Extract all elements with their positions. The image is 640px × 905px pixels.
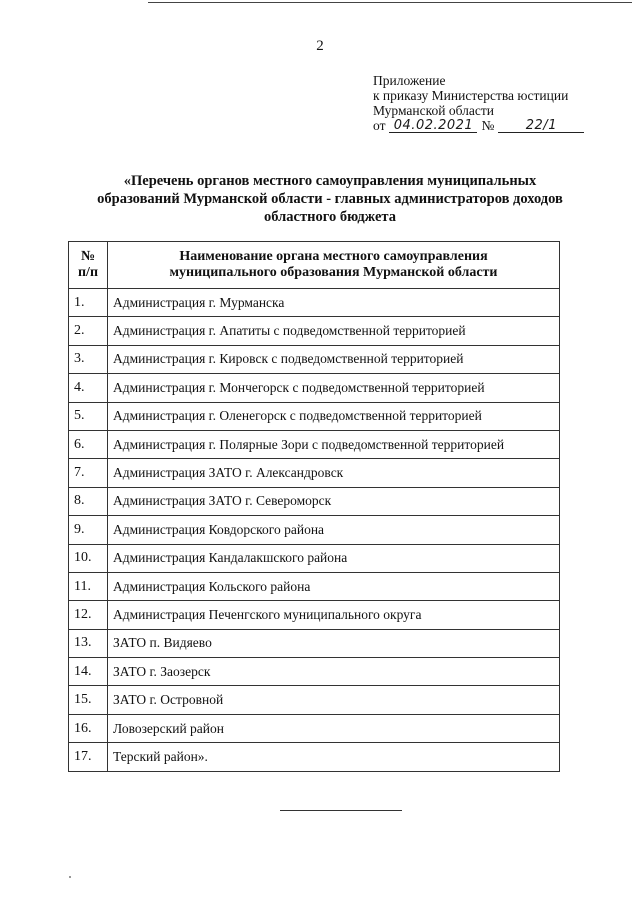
row-number: 10. — [69, 544, 108, 572]
row-name: Администрация ЗАТО г. Александровск — [108, 459, 560, 487]
handwritten-number: 22/1 — [498, 119, 584, 133]
row-name: Администрация Ковдорского района — [108, 516, 560, 544]
top-rule — [148, 2, 632, 3]
table-row — [69, 714, 560, 742]
row-number: 3. — [69, 345, 108, 373]
row-name: Администрация г. Мончегорск с подведомственной территорией — [108, 374, 560, 402]
municipal-bodies-table — [68, 241, 560, 772]
row-name: Администрация г. Оленегорск с подведомственной территорией — [108, 402, 560, 430]
table-row — [69, 345, 560, 373]
header-num-line-2: п/п — [77, 265, 99, 280]
row-number: 7. — [69, 459, 108, 487]
row-name: Ловозерский район — [108, 714, 560, 742]
appendix-block — [373, 73, 633, 133]
row-number: 16. — [69, 714, 108, 742]
header-name — [108, 242, 560, 289]
row-name: Администрация г. Мурманска — [108, 289, 560, 317]
row-number: 1. — [69, 289, 108, 317]
table-header-row — [69, 242, 560, 289]
table-row — [69, 544, 560, 572]
header-name-line-1: Наименование органа местного самоуправления — [179, 249, 488, 264]
row-name: Администрация Печенгского муниципального округа — [108, 601, 560, 629]
row-number: 4. — [69, 374, 108, 402]
header-name-line-2: муниципального образования Мурманской области — [169, 265, 498, 280]
table-row — [69, 601, 560, 629]
page-number: 2 — [316, 38, 324, 54]
row-number: 12. — [69, 601, 108, 629]
title-line-3: областного бюджета — [264, 209, 396, 225]
table-row — [69, 572, 560, 600]
row-name: Администрация Кольского района — [108, 572, 560, 600]
row-number: 17. — [69, 743, 108, 771]
title-line-2: образований Мурманской области - главных администраторов доходов — [97, 191, 563, 207]
table-row — [69, 289, 560, 317]
row-number: 13. — [69, 629, 108, 657]
row-number: 15. — [69, 686, 108, 714]
row-number: 8. — [69, 487, 108, 515]
date-prefix: от — [373, 118, 386, 133]
table-row — [69, 459, 560, 487]
order-date-number-line — [373, 118, 633, 133]
header-num — [69, 242, 108, 289]
row-name: Администрация ЗАТО г. Североморск — [108, 487, 560, 515]
appendix-line-2: к приказу Министерства юстиции — [373, 88, 569, 103]
row-number: 2. — [69, 317, 108, 345]
appendix-line-3: Мурманской области — [373, 103, 494, 118]
row-name: ЗАТО п. Видяево — [108, 629, 560, 657]
row-number: 6. — [69, 430, 108, 458]
table-row — [69, 743, 560, 771]
table-row — [69, 658, 560, 686]
table-row — [69, 374, 560, 402]
header-num-line-1: № — [80, 249, 96, 264]
scan-speck — [69, 876, 71, 878]
row-number: 5. — [69, 402, 108, 430]
row-name: ЗАТО г. Островной — [108, 686, 560, 714]
row-name: Администрация Кандалакшского района — [108, 544, 560, 572]
row-name: Администрация г. Апатиты с подведомственной территорией — [108, 317, 560, 345]
table-row — [69, 629, 560, 657]
table-row — [69, 686, 560, 714]
table-row — [69, 402, 560, 430]
number-sign: № — [481, 118, 495, 133]
appendix-line-1: Приложение — [373, 73, 446, 88]
row-name: ЗАТО г. Заозерск — [108, 658, 560, 686]
row-number: 11. — [69, 572, 108, 600]
table-row — [69, 487, 560, 515]
title-line-1: «Перечень органов местного самоуправления муниципальных — [123, 173, 537, 189]
document-title — [60, 172, 600, 226]
handwritten-date: 04.02.2021 — [389, 119, 477, 133]
row-number: 9. — [69, 516, 108, 544]
closing-rule — [280, 810, 402, 811]
row-number: 14. — [69, 658, 108, 686]
row-name: Терский район». — [108, 743, 560, 771]
table-row — [69, 317, 560, 345]
row-name: Администрация г. Кировск с подведомственной территорией — [108, 345, 560, 373]
table-row — [69, 516, 560, 544]
row-name: Администрация г. Полярные Зори с подведомственной территорией — [108, 430, 560, 458]
table-row — [69, 430, 560, 458]
